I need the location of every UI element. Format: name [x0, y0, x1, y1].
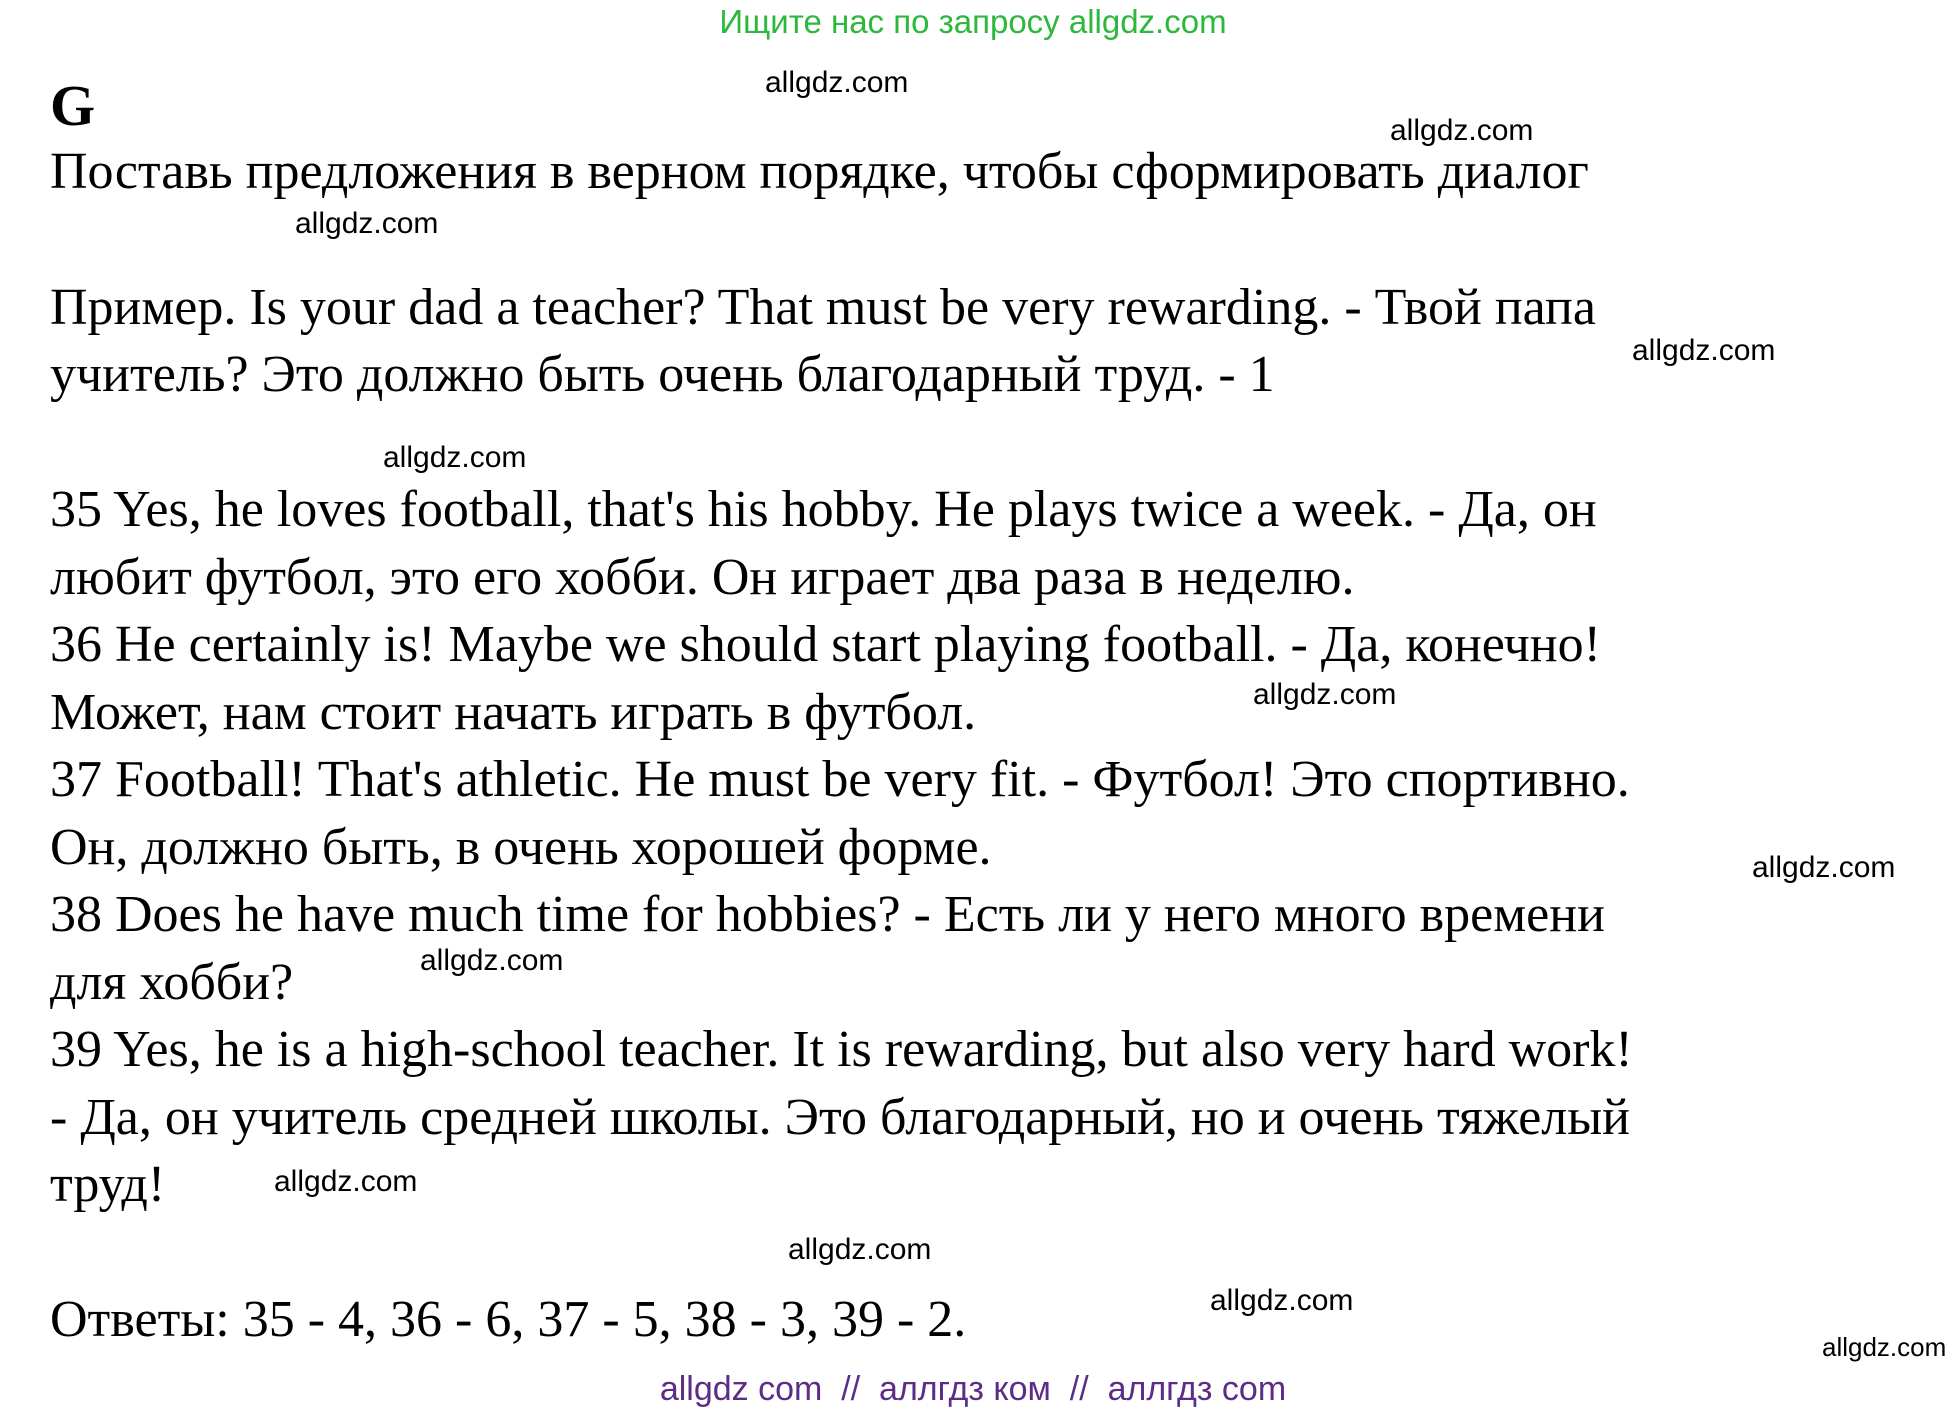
item-38-line-1: 38 Does he have much time for hobbies? - Есть ли у него много времени: [50, 886, 1605, 943]
watermark: allgdz.com: [1210, 1284, 1354, 1317]
watermark: allgdz.com: [1632, 334, 1776, 367]
top-banner: Ищите нас по запросу allgdz.com: [719, 3, 1227, 40]
example-line-2: учитель? Это должно быть очень благодарный труд. - 1: [50, 346, 1275, 403]
item-35-line-1: 35 Yes, he loves football, that's his hobby. He plays twice a week. - Да, он: [50, 481, 1597, 538]
watermark: allgdz.com: [420, 944, 564, 977]
answers-text: Ответы: 35 - 4, 36 - 6, 37 - 5, 38 - 3, 39 - 2.: [50, 1291, 967, 1348]
watermark: allgdz.com: [295, 207, 439, 240]
item-36-line-2: Может, нам стоит начать играть в футбол.: [50, 684, 977, 741]
watermark: allgdz.com: [765, 66, 909, 99]
item-39-line-1: 39 Yes, he is a high-school teacher. It is rewarding, but also very hard work!: [50, 1021, 1633, 1078]
example-line-1: Пример. Is your dad a teacher? That must be very rewarding. - Твой папа: [50, 279, 1596, 336]
section-letter: G: [50, 73, 96, 138]
footer-links: allgdz com // аллгдз ком // аллгдз com: [659, 1370, 1287, 1408]
item-35-line-2: любит футбол, это его хобби. Он играет два раза в неделю.: [50, 549, 1355, 606]
watermark: allgdz.com: [1752, 851, 1896, 884]
item-38-line-2: для хобби?: [50, 954, 294, 1011]
item-36-line-1: 36 He certainly is! Maybe we should start playing football. - Да, конечно!: [50, 616, 1601, 673]
watermark: allgdz.com: [1822, 1332, 1946, 1362]
item-39-line-2: - Да, он учитель средней школы. Это благодарный, но и очень тяжелый: [50, 1089, 1630, 1146]
watermark: allgdz.com: [788, 1233, 932, 1266]
instruction-text: Поставь предложения в верном порядке, чтобы сформировать диалог: [50, 143, 1589, 200]
item-39-line-3: труд!: [50, 1156, 166, 1213]
watermark: allgdz.com: [383, 441, 527, 474]
watermark: allgdz.com: [274, 1165, 418, 1198]
item-37-line-2: Он, должно быть, в очень хорошей форме.: [50, 819, 992, 876]
watermark: allgdz.com: [1253, 678, 1397, 711]
item-37-line-1: 37 Football! That's athletic. He must be very fit. - Футбол! Это спортивно.: [50, 751, 1630, 808]
watermark: allgdz.com: [1390, 114, 1534, 147]
